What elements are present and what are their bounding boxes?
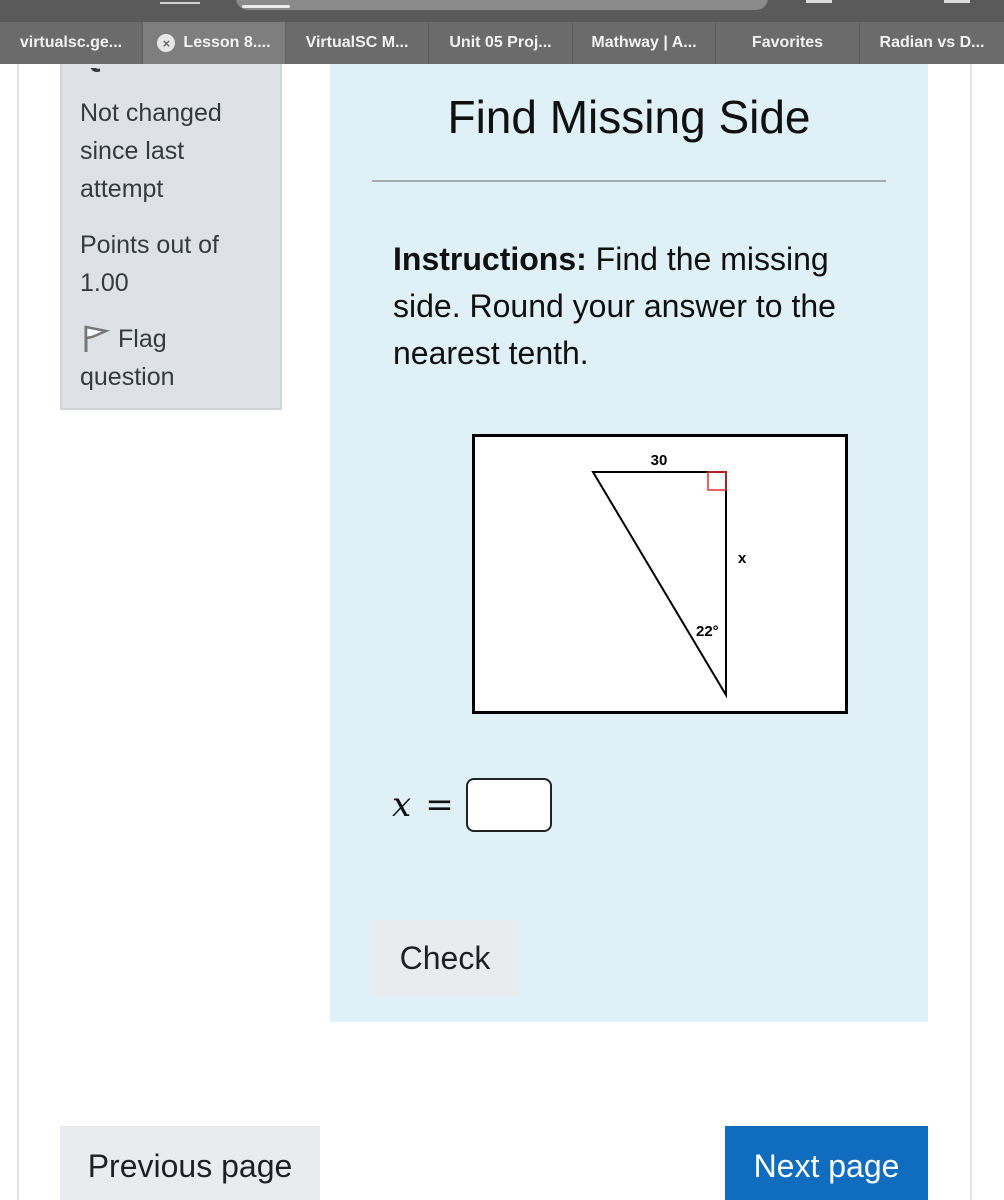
question-instructions xyxy=(393,236,873,377)
browser-tab-unit-05[interactable] xyxy=(429,22,573,64)
question-state: Not changed since last attempt xyxy=(80,99,222,203)
answer-input[interactable] xyxy=(466,778,552,832)
tab-label: Unit 05 Proj... xyxy=(449,34,552,51)
next-page-button[interactable]: Next page xyxy=(725,1126,928,1200)
right-angle-marker xyxy=(708,472,726,490)
browser-tab-mathway[interactable] xyxy=(573,22,716,64)
browser-tab-virtualsc-m[interactable] xyxy=(286,22,429,64)
question-info-panel xyxy=(60,40,282,410)
toolbar-glyph xyxy=(160,0,200,4)
title-divider xyxy=(372,180,886,182)
share-icon[interactable] xyxy=(806,0,832,3)
browser-tab-favorites[interactable] xyxy=(716,22,860,64)
equals-sign: = xyxy=(425,785,454,825)
browser-tab-lesson[interactable] xyxy=(143,22,286,64)
address-bar[interactable] xyxy=(236,0,768,10)
tab-label: Favorites xyxy=(751,34,824,51)
angle-label: 22° xyxy=(696,623,719,640)
browser-tab-radian[interactable] xyxy=(860,22,1004,64)
flag-question-link[interactable] xyxy=(80,320,262,396)
tab-label: VirtualSC M... xyxy=(305,34,409,51)
tab-label: Mathway | A... xyxy=(591,34,697,51)
browser-tab-virtualsc[interactable] xyxy=(0,22,143,64)
question-grade: Points out of 1.00 xyxy=(80,231,219,297)
address-bar-indicator xyxy=(242,5,290,8)
instructions-label: Instructions: xyxy=(393,241,587,277)
answer-row xyxy=(392,778,552,832)
browser-top-bar xyxy=(0,0,1004,22)
answer-variable: x xyxy=(392,785,412,825)
tabs-overview-icon[interactable] xyxy=(944,0,970,3)
flag-icon xyxy=(80,322,110,354)
check-button[interactable]: Check xyxy=(372,920,518,996)
side-label-x: x xyxy=(738,550,747,567)
tab-label: Lesson 8.... xyxy=(183,34,271,51)
flag-question-text: Flag question xyxy=(80,320,262,396)
browser-tab-strip xyxy=(0,22,1004,64)
triangle-figure xyxy=(472,434,848,714)
instructions-text: Find the missing side. Round your answer to the nearest tenth. xyxy=(393,241,836,371)
right-triangle xyxy=(593,472,726,695)
close-tab-icon[interactable]: × xyxy=(157,34,175,52)
previous-page-button[interactable]: Previous page xyxy=(60,1126,320,1200)
side-label-top: 30 xyxy=(650,452,668,469)
question-content xyxy=(330,40,928,1022)
tab-label: virtualsc.ge... xyxy=(19,34,123,51)
triangle-diagram xyxy=(475,437,845,711)
tab-label: Radian vs D... xyxy=(879,34,985,51)
question-title: Find Missing Side xyxy=(447,91,811,143)
